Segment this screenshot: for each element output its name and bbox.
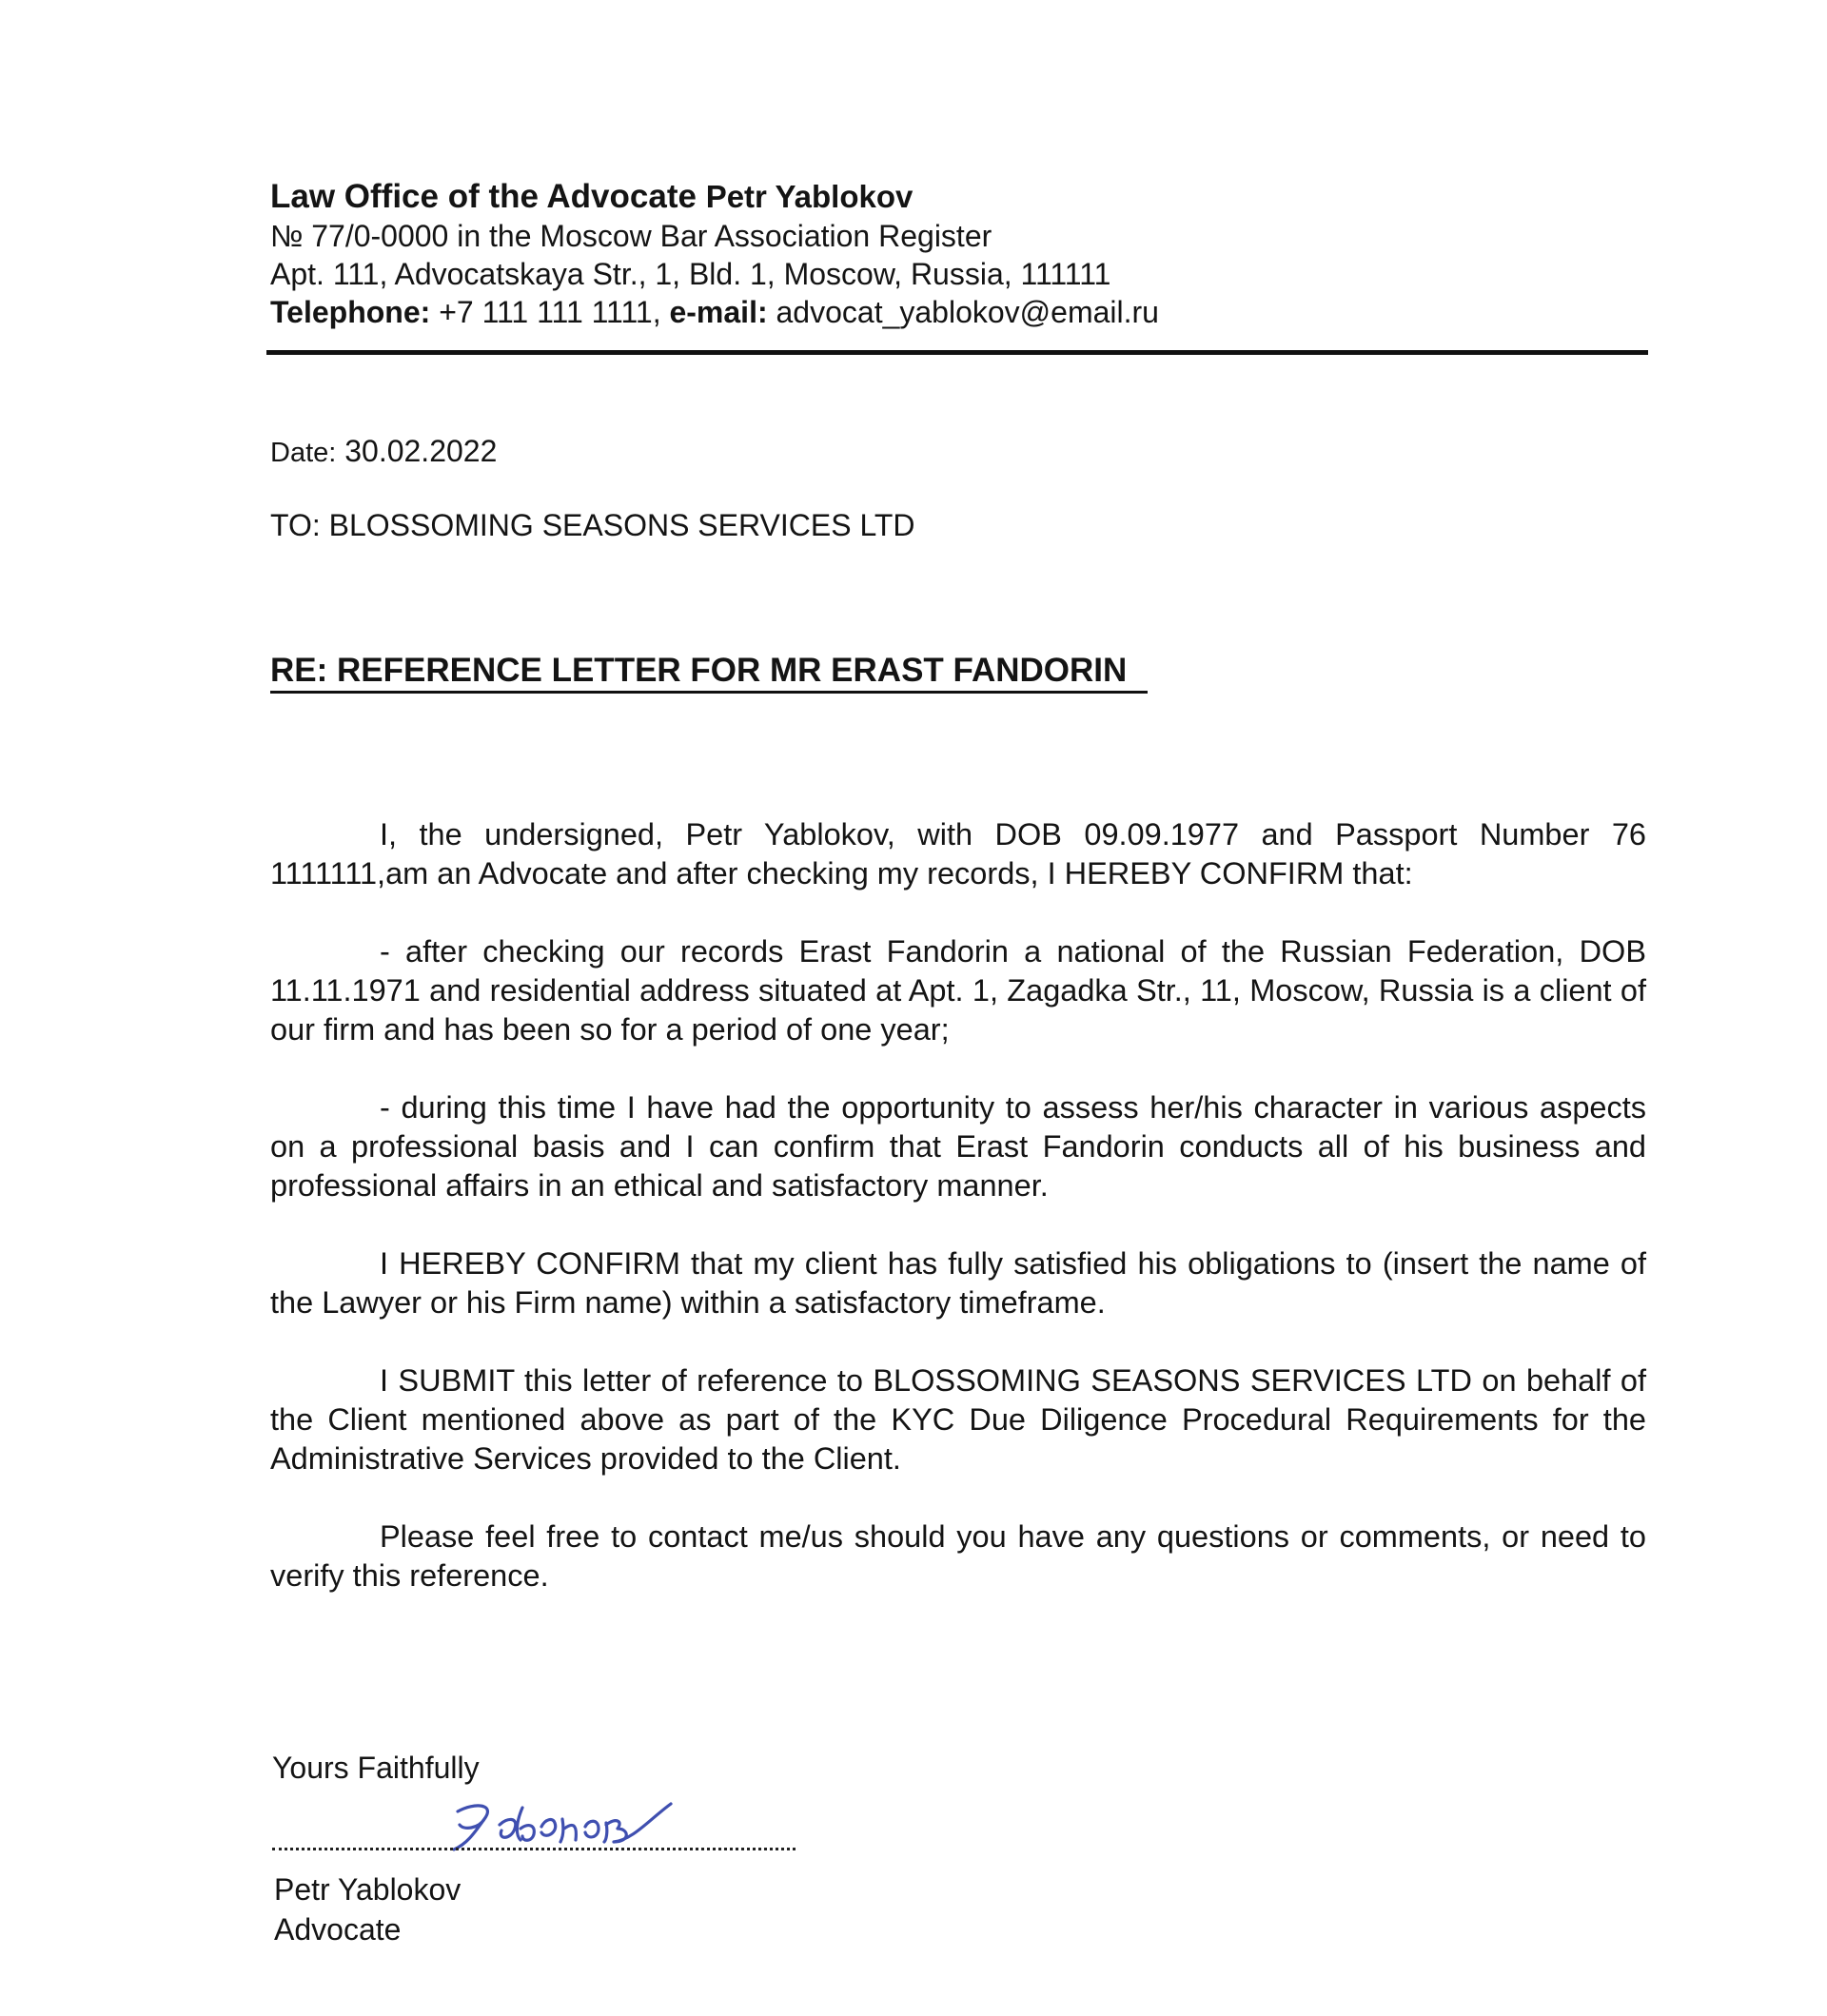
- date-value: 30.02.2022: [344, 434, 498, 468]
- letter-date: [270, 434, 497, 469]
- phone-value: +7 111 111 1111,: [439, 295, 661, 329]
- body-paragraph-obligations: I HEREBY CONFIRM that my client has fully satisfied his obligations to (insert the name of the Lawyer or his Firm name) within a satisfactory timeframe.: [270, 1246, 1646, 1320]
- letterhead-title-prefix: Law Office of the Advocate: [270, 178, 697, 215]
- recipient-value: BLOSSOMING SEASONS SERVICES LTD: [328, 508, 915, 542]
- letter-recipient: [270, 508, 915, 543]
- letter-page: [270, 0, 1646, 2016]
- email-value: advocat_yablokov@email.ru: [776, 295, 1159, 329]
- body-paragraph-intro: I, the undersigned, Petr Yablokov, with DOB 09.09.1977 and Passport Number 76 1111111,am an Advocate and after checking my records, I HEREBY CONFIRM that:: [270, 817, 1646, 891]
- letterhead-contacts: [270, 293, 1646, 331]
- body-paragraph-contact: Please feel free to contact me/us should you have any questions or comments, or need to verify this reference.: [270, 1519, 1646, 1593]
- letterhead-address: Apt. 111, Advocatskaya Str., 1, Bld. 1, Moscow, Russia, 111111: [270, 257, 1111, 291]
- signature-line: [272, 1840, 796, 1850]
- letterhead: [270, 177, 1646, 331]
- letterhead-advocate-name: Petr Yablokov: [705, 179, 914, 214]
- body-paragraph-character: - during this time I have had the opportunity to assess her/his character in various aspects on a professional basis and I can confirm that Erast Fandorin conducts all of his business and professional affairs in an ethical and satisfactory manner.: [270, 1090, 1646, 1203]
- letterhead-divider: [266, 350, 1648, 355]
- signer-title: Advocate: [274, 1912, 402, 1947]
- letterhead-title: [270, 177, 1646, 217]
- date-label: Date:: [270, 438, 337, 468]
- signer-block: [274, 1869, 461, 1949]
- body-paragraph-client-record: - after checking our records Erast Fandorin a national of the Russian Federation, DOB 11.11.1971 and residential address situated at Apt. 1, Zagadka Str., 11, Moscow, Russia is a client of our firm and has been so for a period of one year;: [270, 934, 1646, 1047]
- letter-subject: RE: REFERENCE LETTER FOR MR ERAST FANDORIN: [270, 651, 1148, 694]
- email-label: e-mail:: [669, 295, 768, 329]
- letterhead-register: № 77/0-0000 in the Moscow Bar Association Register: [270, 219, 992, 253]
- signer-name: Petr Yablokov: [274, 1872, 462, 1907]
- letter-closing: Yours Faithfully: [272, 1751, 480, 1785]
- body-paragraph-submission: I SUBMIT this letter of reference to BLOSSOMING SEASONS SERVICES LTD on behalf of the Client mentioned above as part of the KYC Due Diligence Procedural Requirements for the Administrative Services provided to the Client.: [270, 1363, 1646, 1476]
- letter-body: [270, 815, 1646, 1634]
- recipient-label: TO:: [270, 508, 321, 542]
- phone-label: Telephone:: [270, 295, 431, 329]
